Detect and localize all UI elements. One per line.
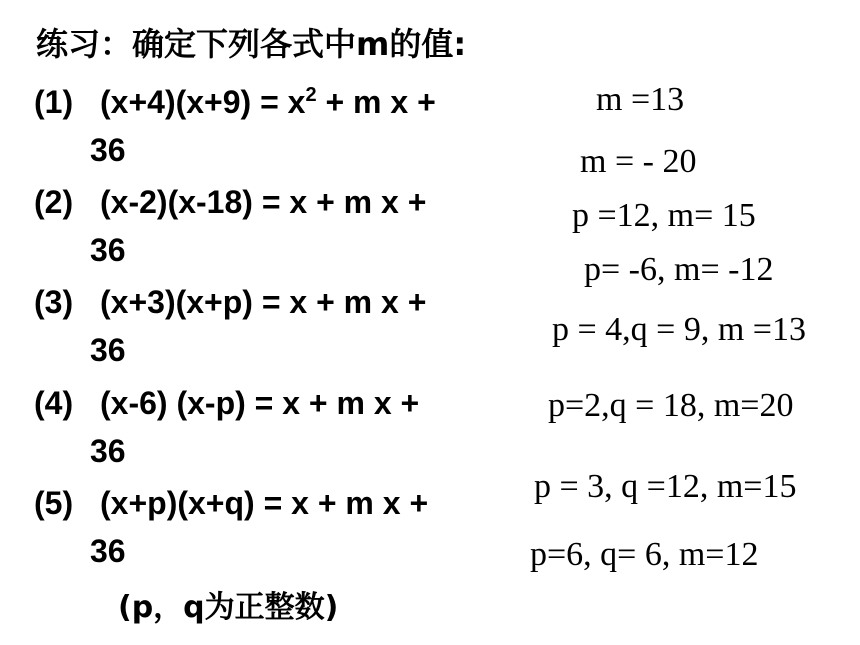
problem-2 <box>34 180 426 272</box>
problem-number: (4) <box>34 385 74 421</box>
answer-7: p = 3, q =12, m=15 <box>534 468 797 505</box>
problem-lhs: (x-6) (x-p) = x <box>100 385 301 421</box>
answer-6: p=2,q = 18, m=20 <box>548 387 794 424</box>
problem-lhs: (x-2)(x-18) = x <box>100 184 308 220</box>
problem-rhs: + m x + <box>308 485 429 521</box>
problem-3 <box>34 280 426 372</box>
answer-5: p = 4,q = 9, m =13 <box>552 311 806 348</box>
problem-lhs: (x+3)(x+p) = x <box>100 284 308 320</box>
problem-5 <box>34 481 428 573</box>
slide-title: 练习：确定下列各式中m的值: <box>36 25 467 63</box>
answer-8: p=6, q= 6, m=12 <box>530 536 759 573</box>
answer-2: m = - 20 <box>580 143 697 180</box>
problem-number: (1) <box>34 84 74 120</box>
problem-number: (5) <box>34 485 74 521</box>
problem-continuation: 36 <box>90 433 126 469</box>
problem-lhs: (x+p)(x+q) = x <box>100 485 309 521</box>
problem-number: (2) <box>34 184 74 220</box>
constraint-note: (p，q为正整数) <box>118 590 339 625</box>
problem-rhs: + m x + <box>300 385 420 421</box>
exponent: 2 <box>305 84 317 106</box>
problem-continuation: 36 <box>90 232 126 268</box>
problem-number: (3) <box>34 284 74 320</box>
problem-lhs: (x+4)(x+9) = x <box>100 84 306 120</box>
problem-continuation: 36 <box>90 332 126 368</box>
problem-rhs: + m x + <box>316 84 436 120</box>
answer-4: p= -6, m= -12 <box>584 251 774 288</box>
problem-1 <box>34 80 436 172</box>
problem-rhs: + m x + <box>307 284 427 320</box>
answer-1: m =13 <box>596 81 685 118</box>
problem-continuation: 36 <box>90 132 126 168</box>
answer-3: p =12, m= 15 <box>572 197 756 234</box>
problem-rhs: + m x + <box>307 184 427 220</box>
problem-continuation: 36 <box>90 533 126 569</box>
problem-4 <box>34 381 419 473</box>
